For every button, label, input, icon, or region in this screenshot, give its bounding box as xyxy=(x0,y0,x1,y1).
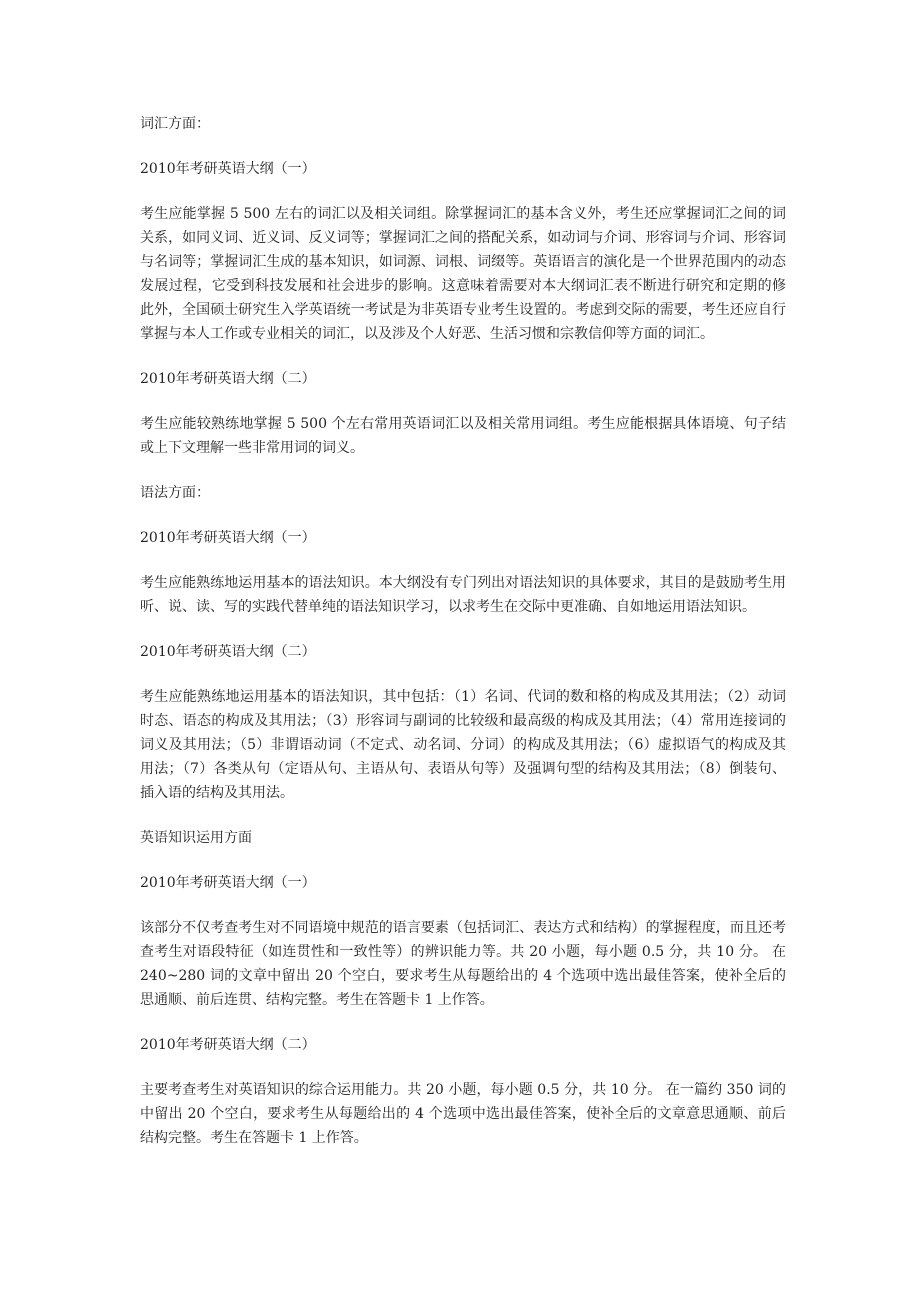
text-line: 或上下文理解一些非常用词的词义。 xyxy=(140,440,364,456)
section-subheading xyxy=(140,640,786,664)
section-heading xyxy=(140,481,786,505)
text-line: 词义及其用法；（5）非谓语动词（不定式、动名词、分词）的构成及其用法；（6）虚拟语气的构成及其 xyxy=(140,737,786,753)
text-line: 听、说、读、写的实践代替单纯的语法知识学习，以求考生在交际中更准确、自如地运用语法知识。 xyxy=(140,599,756,615)
section-subheading xyxy=(140,367,786,391)
text-line: 考生应能较熟练地掌握 5 500 个左右常用英语词汇以及相关常用词组。考生应能根据具体语境、句子结 xyxy=(140,416,786,432)
text-line: 英语知识运用方面 xyxy=(140,830,252,846)
text-line: 考生应能掌握 5 500 左右的词汇以及相关词组。除掌握词汇的基本含义外，考生还应掌握词汇之间的词 xyxy=(140,206,786,222)
text-line: 关系，如同义词、近义词、反义词等；掌握词汇之间的搭配关系，如动词与介词、形容词与介词、形容词 xyxy=(140,230,786,246)
section-subheading xyxy=(140,1033,786,1057)
text-line: 该部分不仅考查考生对不同语境中规范的语言要素（包括词汇、表达方式和结构）的掌握程度，而且还考 xyxy=(140,920,786,936)
section-subheading xyxy=(140,157,786,181)
text-line: 掌握与本人工作或专业相关的词汇，以及涉及个人好恶、生活习惯和宗教信仰等方面的词汇。 xyxy=(140,326,714,342)
text-line: 2010年考研英语大纲（一） xyxy=(140,161,316,177)
section-heading xyxy=(140,826,786,850)
section-subheading xyxy=(140,526,786,550)
text-line: 2010年考研英语大纲（一） xyxy=(140,875,316,891)
text-line: 用法；（7）各类从句（定语从句、主语从句、表语从句等）及强调句型的结构及其用法；（8）倒装句、 xyxy=(140,761,786,777)
text-line: 思通顺、前后连贯、结构完整。考生在答题卡 1 上作答。 xyxy=(140,992,494,1008)
paragraph xyxy=(140,412,786,460)
text-line: 插入语的结构及其用法。 xyxy=(140,785,294,801)
text-line: 考生应能熟练地运用基本的语法知识。本大纲没有专门列出对语法知识的具体要求，其目的是鼓励考生用 xyxy=(140,575,786,591)
paragraph xyxy=(140,916,786,1012)
text-line: 中留出 20 个空白，要求考生从每题给出的 4 个选项中选出最佳答案，使补全后的文章意思通顺、前后 xyxy=(140,1106,786,1122)
document-page xyxy=(140,112,786,1171)
section-subheading xyxy=(140,871,786,895)
text-line: 查考生对语段特征（如连贯性和一致性等）的辨识能力等。共 20 小题，每小题 0.5 分，共 10 分。 在 xyxy=(140,944,786,960)
text-line: 此外，全国硕士研究生入学英语统一考试是为非英语专业考生设置的。考虑到交际的需要，考生还应自行 xyxy=(140,302,786,318)
paragraph xyxy=(140,685,786,805)
text-line: 语法方面： xyxy=(140,485,210,501)
text-line: 2010年考研英语大纲（二） xyxy=(140,1037,316,1053)
text-line: 2010年考研英语大纲（二） xyxy=(140,644,316,660)
text-line: 与名词等；掌握词汇生成的基本知识，如词源、词根、词缀等。英语语言的演化是一个世界范围内的动态 xyxy=(140,254,786,270)
text-line: 考生应能熟练地运用基本的语法知识，其中包括：（1）名词、代词的数和格的构成及其用法；（2）动词 xyxy=(140,689,786,705)
text-line: 时态、语态的构成及其用法；（3）形容词与副词的比较级和最高级的构成及其用法；（4）常用连接词的 xyxy=(140,713,786,729)
text-line: 主要考查考生对英语知识的综合运用能力。共 20 小题，每小题 0.5 分，共 10 分。 在一篇约 350 词的 xyxy=(140,1082,786,1098)
section-heading xyxy=(140,112,786,136)
paragraph xyxy=(140,202,786,346)
paragraph xyxy=(140,571,786,619)
text-line: 发展过程，它受到科技发展和社会进步的影响。这意味着需要对本大纲词汇表不断进行研究和定期的修 xyxy=(140,278,786,294)
text-line: 词汇方面： xyxy=(140,116,210,132)
text-line: 2010年考研英语大纲（二） xyxy=(140,371,316,387)
paragraph xyxy=(140,1078,786,1150)
text-line: 240~280 词的文章中留出 20 个空白，要求考生从每题给出的 4 个选项中选出最佳答案，使补全后的 xyxy=(140,968,786,984)
text-line: 结构完整。考生在答题卡 1 上作答。 xyxy=(140,1130,368,1146)
text-line: 2010年考研英语大纲（一） xyxy=(140,530,316,546)
